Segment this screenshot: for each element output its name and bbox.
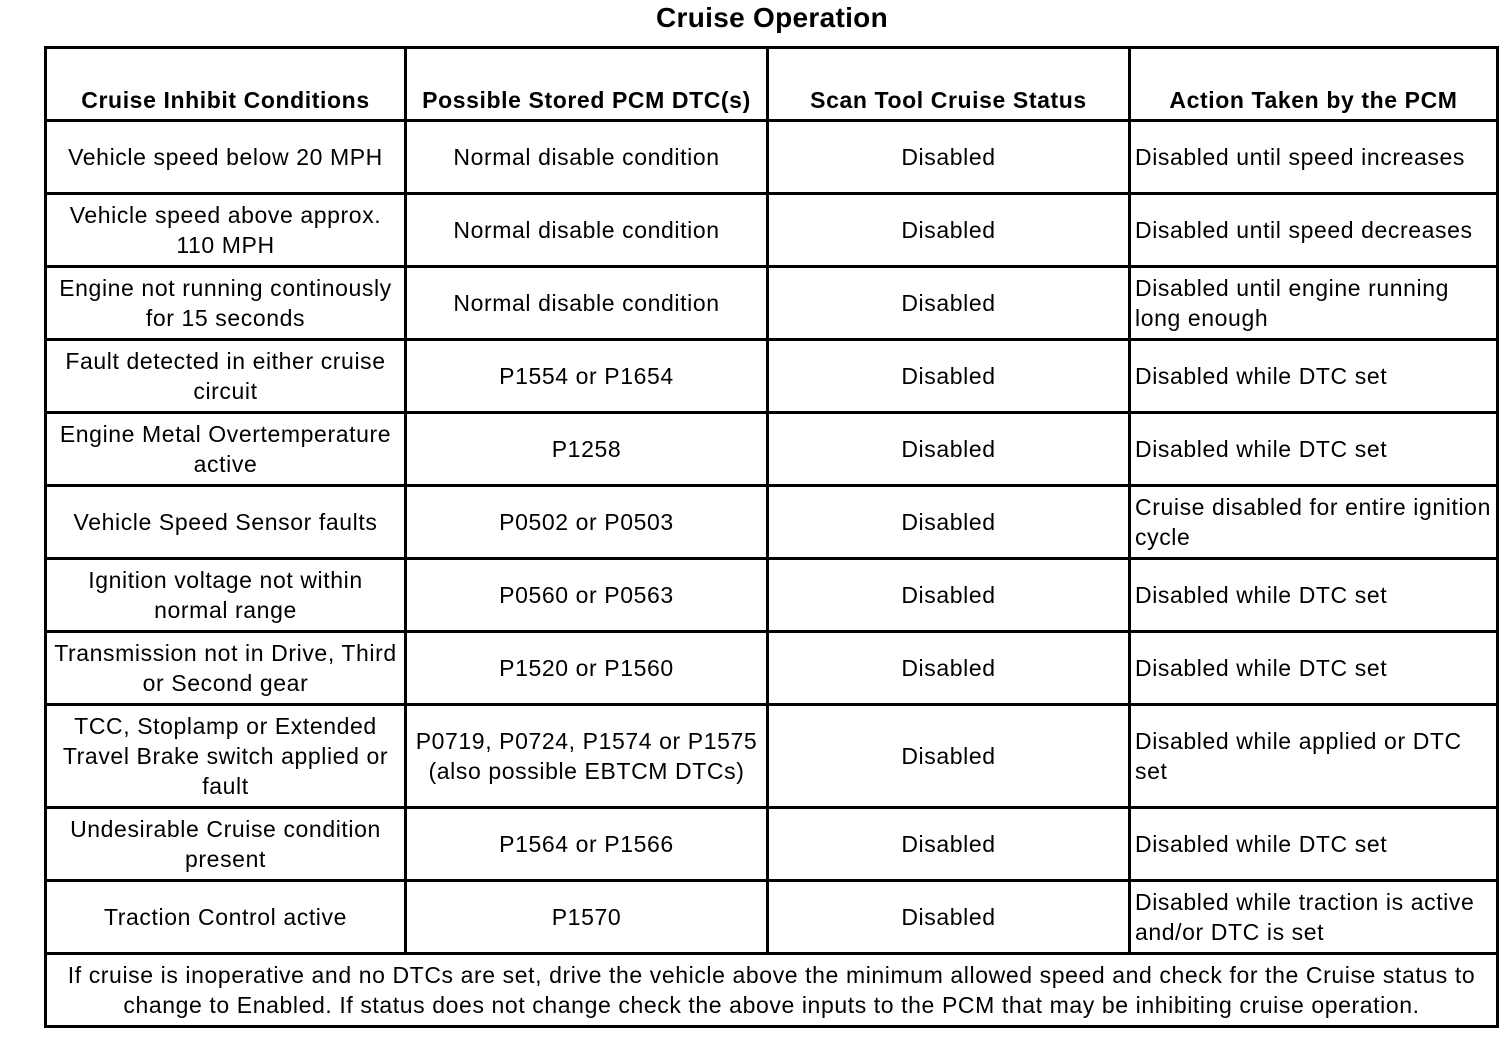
- action-cell: Cruise disabled for entire ignition cycle: [1130, 486, 1498, 559]
- page-title: Cruise Operation: [656, 2, 888, 33]
- table-row: [46, 194, 1498, 267]
- dtc-cell: P1570: [406, 881, 768, 954]
- action-cell: Disabled until speed increases: [1130, 121, 1498, 194]
- dtc-cell: P1554 or P1654: [406, 340, 768, 413]
- action-cell: Disabled while applied or DTC set: [1130, 705, 1498, 808]
- header-scan-tool-cruise-status: Scan Tool Cruise Status: [768, 48, 1130, 121]
- table-row: [46, 808, 1498, 881]
- condition-cell: Vehicle speed above approx. 110 MPH: [46, 194, 406, 267]
- dtc-cell: P1520 or P1560: [406, 632, 768, 705]
- status-cell: Disabled: [768, 632, 1130, 705]
- status-cell: Disabled: [768, 267, 1130, 340]
- status-cell: Disabled: [768, 413, 1130, 486]
- action-cell: Disabled while DTC set: [1130, 808, 1498, 881]
- condition-cell: Undesirable Cruise condition present: [46, 808, 406, 881]
- status-cell: Disabled: [768, 705, 1130, 808]
- action-cell: Disabled while traction is active and/or DTC is set: [1130, 881, 1498, 954]
- header-possible-stored-pcm-dtcs: Possible Stored PCM DTC(s): [406, 48, 768, 121]
- table-row: [46, 121, 1498, 194]
- action-cell: Disabled until engine running long enough: [1130, 267, 1498, 340]
- table-header-row: [46, 48, 1498, 121]
- dtc-cell: Normal disable condition: [406, 194, 768, 267]
- table-row: [46, 486, 1498, 559]
- table-row: [46, 267, 1498, 340]
- dtc-cell: P0502 or P0503: [406, 486, 768, 559]
- condition-cell: Engine Metal Overtemperature active: [46, 413, 406, 486]
- table-row: [46, 559, 1498, 632]
- cruise-operation-table: [44, 46, 1499, 1028]
- condition-cell: Vehicle speed below 20 MPH: [46, 121, 406, 194]
- status-cell: Disabled: [768, 808, 1130, 881]
- table-row: [46, 632, 1498, 705]
- dtc-cell: P1258: [406, 413, 768, 486]
- action-cell: Disabled while DTC set: [1130, 559, 1498, 632]
- action-cell: Disabled while DTC set: [1130, 340, 1498, 413]
- table-row: [46, 705, 1498, 808]
- action-cell: Disabled until speed decreases: [1130, 194, 1498, 267]
- status-cell: Disabled: [768, 486, 1130, 559]
- condition-cell: Vehicle Speed Sensor faults: [46, 486, 406, 559]
- action-cell: Disabled while DTC set: [1130, 632, 1498, 705]
- footer-note: If cruise is inoperative and no DTCs are set, drive the vehicle above the minimum allowed speed and check for the Cruise status to change to Enabled. If status does not change check the above inputs to the PCM that may be inhibiting cruise operation.: [46, 954, 1498, 1027]
- condition-cell: Traction Control active: [46, 881, 406, 954]
- status-cell: Disabled: [768, 121, 1130, 194]
- condition-cell: Ignition voltage not within normal range: [46, 559, 406, 632]
- condition-cell: Fault detected in either cruise circuit: [46, 340, 406, 413]
- table-row: [46, 340, 1498, 413]
- dtc-cell: Normal disable condition: [406, 121, 768, 194]
- condition-cell: Transmission not in Drive, Third or Second gear: [46, 632, 406, 705]
- header-cruise-inhibit-conditions: Cruise Inhibit Conditions: [46, 48, 406, 121]
- condition-cell: Engine not running continously for 15 seconds: [46, 267, 406, 340]
- table-row: [46, 413, 1498, 486]
- footer-note-row: [46, 954, 1498, 1027]
- table-row: [46, 881, 1498, 954]
- condition-cell: TCC, Stoplamp or Extended Travel Brake switch applied or fault: [46, 705, 406, 808]
- action-cell: Disabled while DTC set: [1130, 413, 1498, 486]
- status-cell: Disabled: [768, 340, 1130, 413]
- dtc-cell: P1564 or P1566: [406, 808, 768, 881]
- dtc-cell: P0560 or P0563: [406, 559, 768, 632]
- dtc-cell: P0719, P0724, P1574 or P1575 (also possible EBTCM DTCs): [406, 705, 768, 808]
- dtc-cell: Normal disable condition: [406, 267, 768, 340]
- status-cell: Disabled: [768, 559, 1130, 632]
- status-cell: Disabled: [768, 194, 1130, 267]
- status-cell: Disabled: [768, 881, 1130, 954]
- header-action-taken-by-pcm: Action Taken by the PCM: [1130, 48, 1498, 121]
